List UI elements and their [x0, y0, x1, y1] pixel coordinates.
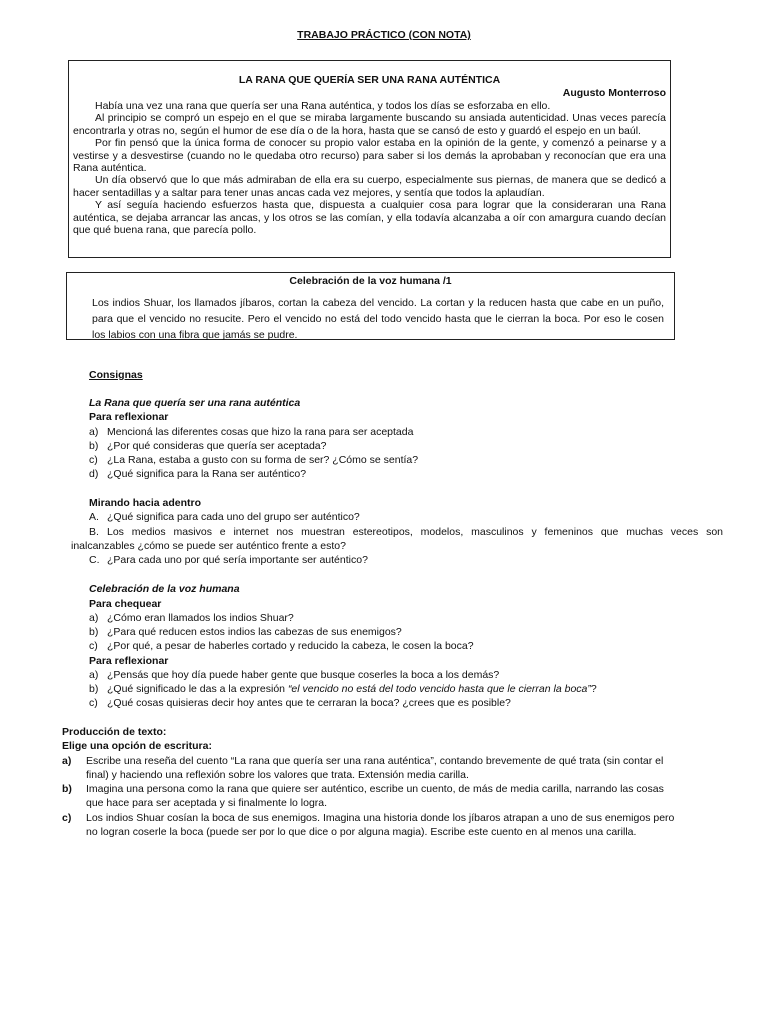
list-item: a) Mencioná las diferentes cosas que hizo la rana para ser aceptada — [89, 426, 414, 438]
section2-subtitle: Mirando hacia adentro — [89, 497, 202, 509]
option-item: b) Imagina una persona como la rana que quiere ser auténtico, escribe un cuento, de más de media carilla, narrando las cosas — [62, 783, 664, 795]
produccion-heading: Producción de texto: — [62, 726, 167, 738]
option-item-continuation: que hace para ser aceptada y si finalmente lo logra. — [86, 797, 328, 809]
section1-title: La Rana que quería ser una rana auténtica — [89, 397, 301, 409]
produccion-subheading: Elige una opción de escritura: — [62, 740, 212, 752]
option-item: a) Escribe una reseña del cuento “La rana que quería ser una rana auténtica”, contando brevemente de qué trata (sin contar el — [62, 755, 664, 767]
story-box-rana — [68, 60, 671, 258]
list-item: A. ¿Qué significa para cada uno del grupo ser auténtico? — [89, 511, 360, 523]
list-item: b) ¿Por qué consideras que quería ser aceptada? — [89, 440, 327, 452]
list-item: a) ¿Cómo eran llamados los indios Shuar? — [89, 612, 294, 624]
story-box-voz-humana — [66, 272, 675, 340]
list-item: C. ¿Para cada uno por qué sería importante ser auténtico? — [89, 554, 368, 566]
list-item: c) ¿Por qué, a pesar de haberles cortado y reducido la cabeza, le cosen la boca? — [89, 640, 474, 652]
list-item: c) ¿Qué cosas quisieras decir hoy antes que te cerraran la boca? ¿crees que es posible? — [89, 697, 511, 709]
section1-subtitle: Para reflexionar — [89, 411, 169, 423]
list-item: b) ¿Qué significado le das a la expresión “el vencido no está del todo vencido hasta que le cierran la boca”? — [89, 683, 597, 695]
story2-title: Celebración de la voz humana /1 — [289, 275, 452, 287]
option-item: c) Los indios Shuar cosían la boca de sus enemigos. Imagina una historia donde los jíbaros atrapan a uno de sus enemigos pero — [62, 812, 675, 824]
list-item-continuation: inalcanzables ¿cómo se puede ser auténtico frente a esto? — [71, 540, 346, 552]
list-item: c) ¿La Rana, estaba a gusto con su forma de ser? ¿Cómo se sentía? — [89, 454, 419, 466]
story-paragraph: Por fin pensó que la única forma de conocer su propio valor estaba en la opinión de la gente, y comenzó a peinarse y a vestirse y a desvestirse (cuando no le quedaba otro recurso) para saber si los demás la aprobaban y reconocían que era una Rana auténtica. — [73, 137, 666, 175]
story-author: Augusto Monterroso — [562, 87, 666, 99]
list-item: a) ¿Pensás que hoy día puede haber gente que busque coserles la boca a los demás? — [89, 669, 500, 681]
list-item: B. Los medios masivos e internet nos muestran estereotipos, modelos, masculinos y femeninos que muchas veces son — [89, 526, 723, 538]
story-paragraph: Al principio se compró un espejo en el que se miraba largamente buscando su ansiada autenticidad. Unas veces parecía encontrarla y otras no, según el humor de ese día o de la hora, hasta que se cansó de esto y guardó el espejo en un baúl. — [73, 112, 666, 137]
story-paragraph: Y así seguía haciendo esfuerzos hasta que, dispuesta a cualquier cosa para lograr que la consideraran una Rana auténtica, se dejaba arrancar las ancas, y los otros se las comían, y ella todavía alcanzaba a oír con amargura cuando decían que qué buena rana, que parecía pollo. — [73, 199, 666, 237]
list-item: b) ¿Para qué reducen estos indios las cabezas de sus enemigos? — [89, 626, 402, 638]
option-item-continuation: final) y haciendo una reflexión sobre los valores que trata. Extensión media carilla. — [86, 769, 469, 781]
section3-title: Celebración de la voz humana — [89, 583, 240, 595]
story2-text: Los indios Shuar, los llamados jíbaros, cortan la cabeza del vencido. La cortan y la reducen hasta que cabe en un puño, para que el vencido no resucite. Pero el vencido no está del todo vencido hasta que le cierran la boca. Por eso le cosen los labios con una fibra que jamás se pudre. — [92, 297, 664, 341]
list-item: d) ¿Qué significa para la Rana ser auténtico? — [89, 468, 307, 480]
story-title: LA RANA QUE QUERÍA SER UNA RANA AUTÉNTICA — [238, 74, 501, 86]
consignas-heading: Consignas — [89, 369, 143, 381]
section3-subtitle1: Para chequear — [89, 598, 162, 610]
option-item-continuation: no logran coserle la boca (puede ser por lo que dice o por alguna magia). Escribe este cuento en al menos una carilla. — [86, 826, 637, 838]
story-paragraph: Un día observó que lo que más admiraban de ella era su cuerpo, especialmente sus piernas, de manera que se dedicó a hacer sentadillas y a saltar para tener unas ancas cada vez mejores, y sentía que todos la aplaudían. — [73, 174, 666, 199]
section3-subtitle2: Para reflexionar — [89, 655, 169, 667]
story-paragraph: Había una vez una rana que quería ser una Rana auténtica, y todos los días se esforzaba en ello. — [95, 100, 551, 112]
page-title: TRABAJO PRÁCTICO (CON NOTA) — [297, 29, 471, 41]
